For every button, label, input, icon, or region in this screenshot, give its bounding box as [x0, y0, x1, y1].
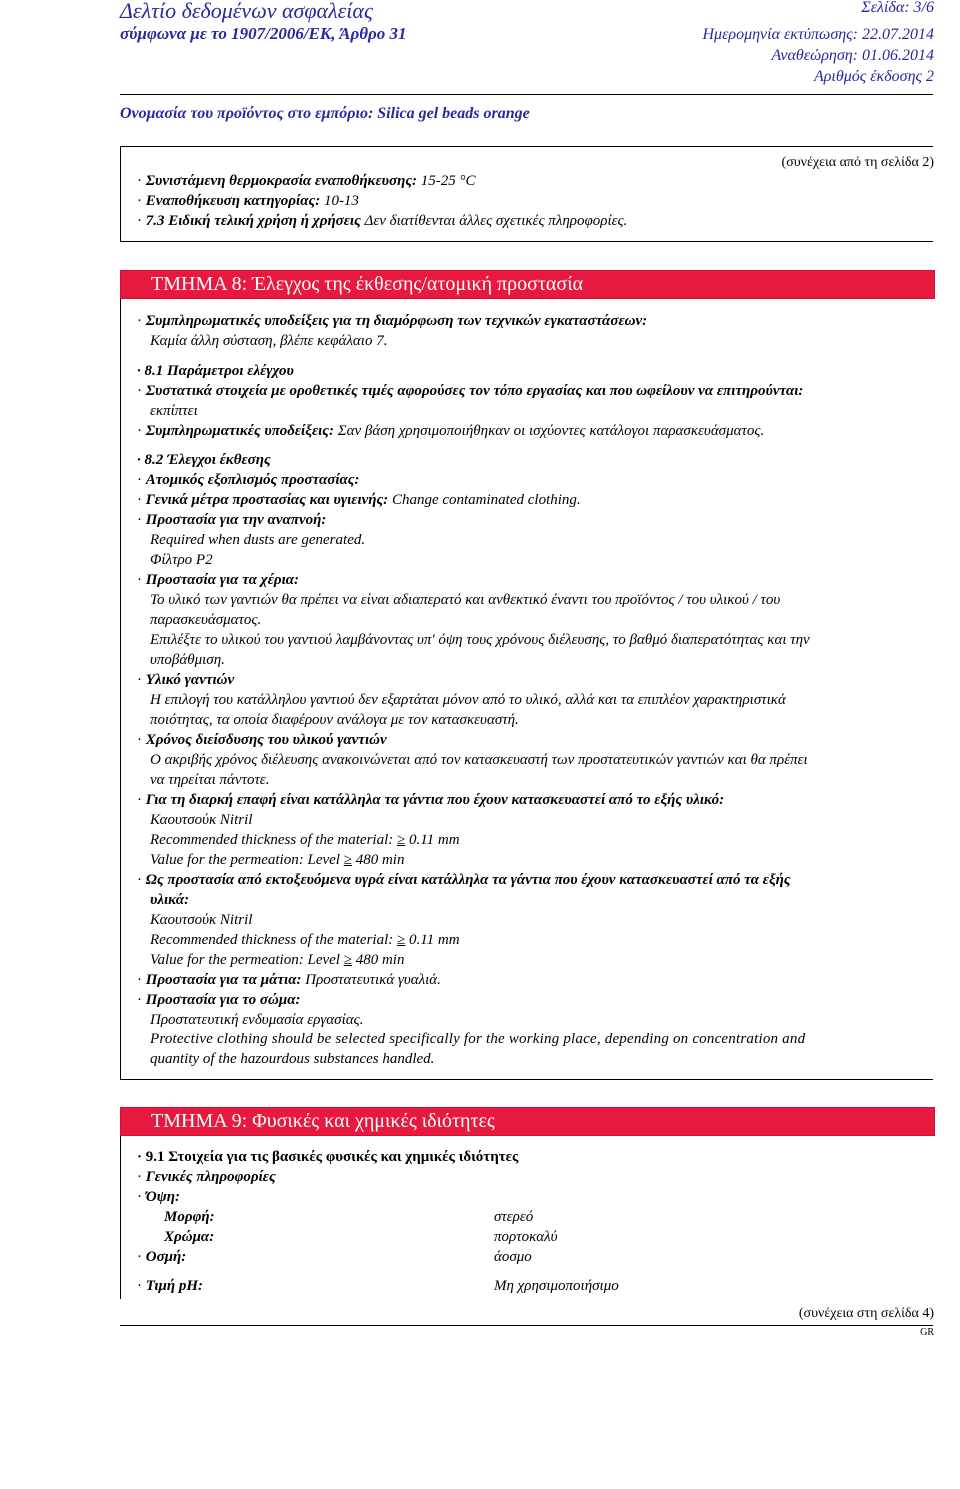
version-number: Αριθμός έκδοσης 2: [813, 68, 934, 85]
color-value: πορτοκαλύ: [494, 1229, 558, 1245]
permeation-value-1: Value for the permeation: Level ≥ 480 min: [150, 852, 405, 868]
glove-material-label: · Υλικό γαντιών: [137, 672, 235, 688]
page-number: Σελίδα: 3/6: [861, 0, 934, 16]
storage-class: · Εναποθήκευση κατηγορίας: 10-13: [137, 193, 359, 209]
footer-rule: [120, 1325, 933, 1326]
color-label: Χρώμα:: [164, 1229, 215, 1245]
penetration-time-text-a: Ο ακριβής χρόνος διέλευσης ανακοινώνεται από τον κατασκευαστή των προστατευτικών γαντιών και θα πρέπει: [150, 752, 808, 768]
ph-label: · Τιμή pH:: [137, 1278, 204, 1294]
specific-end-use: · 7.3 Ειδική τελική χρήση ή χρήσεις Δεν διατίθενται άλλες σχετικές πληροφορίες.: [137, 213, 628, 229]
splash-protection-label-b: υλικά:: [150, 892, 190, 908]
revision-date: Αναθεώρηση: 01.06.2014: [771, 47, 934, 64]
hygiene-measures: · Γενικά μέτρα προστασίας και υγιεινής: Change contaminated clothing.: [137, 492, 581, 508]
document-title: Δελτίο δεδομένων ασφαλείας: [120, 0, 373, 23]
subsection-8-1: · 8.1 Παράμετροι ελέγχου: [137, 363, 294, 379]
hand-protection-text-2b: υποβάθμιση.: [150, 652, 225, 668]
glove-material-nitrile-1: Καουτσούκ Nitril: [150, 812, 253, 828]
print-date: Ημερομηνία εκτύπωσης: 22.07.2014: [702, 26, 934, 43]
header-divider: [120, 94, 933, 95]
product-divider: [120, 146, 933, 147]
eye-protection: · Προστασία για τα μάτια: Προστατευτικά γυαλιά.: [137, 972, 441, 988]
odor-value: άοσμο: [494, 1249, 532, 1265]
ph-value: Μη χρησιμοποιήσιμο: [494, 1278, 619, 1294]
long-term-contact-label: · Για τη διαρκή επαφή είναι κατάλληλα τα γάντια που έχουν κατασκευαστεί από το εξής υλικό:: [137, 792, 725, 808]
hand-protection-text-2a: Επιλέξτε το υλικού του γαντιού λαμβάνοντας υπ' όψη τους χρόνους διέλευσης, το βαθμό διαπερατότητας και την: [150, 632, 810, 648]
continued-to: (συνέχεια στη σελίδα 4): [798, 1306, 934, 1321]
section8-banner: [120, 270, 935, 299]
glove-material-text-a: Η επιλογή του κατάλληλου γαντιού δεν εξαρτάται μόνον από το υλικό, αλλά και τα επιπλέον χαρακτηριστικά: [150, 692, 786, 708]
glove-material-text-b: ποιότητας, τα οποία διαφέρουν ανάλογα με τον κατασκευαστή.: [150, 712, 519, 728]
section9-title: ΤΜΗΜΑ 9: Φυσικές και χημικές ιδιότητες: [151, 1110, 495, 1132]
subsection-9-1: · 9.1 Στοιχεία για τις βασικές φυσικές και χημικές ιδιότητες: [137, 1149, 519, 1165]
subsection-8-2: · 8.2 Έλεγχοι έκθεσης: [137, 452, 271, 468]
section8-left-rule: [120, 299, 121, 1079]
respiratory-protection-value: Required when dusts are generated.: [150, 532, 366, 548]
language-code: GR: [920, 1327, 934, 1338]
respiratory-protection-label: · Προστασία για την αναπνοή:: [137, 512, 327, 528]
technical-design-value: Καμία άλλη σύσταση, βλέπε κεφάλαιο 7.: [150, 333, 388, 349]
section7-bottom-rule: [120, 241, 933, 242]
storage-temperature: · Συνιστάμενη θερμοκρασία εναποθήκευσης: 15-25 °C: [137, 173, 476, 189]
section8-title: ΤΜΗΜΑ 8: Έλεγχος της έκθεσης/ατομική προστασία: [151, 273, 584, 295]
general-information-label: · Γενικές πληροφορίες: [137, 1169, 276, 1185]
respiratory-filter: Φίλτρο P2: [150, 552, 213, 568]
additional-info: · Συμπληρωματικές υποδείξεις: Σαν βάση χρησιμοποιήθηκαν οι ισχύοντες κατάλογοι παρασκευάσματος.: [137, 423, 765, 439]
splash-protection-label: · Ως προστασία από εκτοξευόμενα υγρά είναι κατάλληλα τα γάντια που έχουν κατασκευαστεί από τα εξής: [137, 872, 791, 888]
body-protection-label: · Προστασία για το σώμα:: [137, 992, 301, 1008]
odor-label: · Οσμή:: [137, 1249, 187, 1265]
appearance-label: · Όψη:: [137, 1189, 180, 1205]
section8-bottom-rule: [120, 1079, 933, 1080]
hand-protection-label: · Προστασία για τα χέρια:: [137, 572, 300, 588]
section9-banner: [120, 1107, 935, 1136]
exposure-limits-label: · Συστατικά στοιχεία με οροθετικές τιμές αφορούσες τον τόπο εργασίας και που ωφείλουν να επιτηρούνται:: [137, 383, 804, 399]
technical-design-label: · Συμπληρωματικές υποδείξεις για τη διαμόρφωση των τεχνικών εγκαταστάσεων:: [137, 313, 648, 329]
regulation-reference: σύμφωνα με το 1907/2006/ΕΚ, Άρθρο 31: [120, 24, 407, 43]
body-protection-text-b: quantity of the hazourdous substances handled.: [150, 1051, 435, 1067]
section7-left-rule: [120, 146, 121, 242]
hand-protection-text-1a: Το υλικό των γαντιών θα πρέπει να είναι αδιαπερατό και ανθεκτικό έναντι του προϊόντος / του υλικού / του: [150, 592, 781, 608]
form-value: στερεό: [494, 1209, 534, 1225]
exposure-limits-value: εκπίπτει: [150, 403, 198, 419]
continued-from: (συνέχεια από τη σελίδα 2): [781, 155, 934, 170]
hand-protection-text-1b: παρασκευάσματος.: [150, 612, 262, 628]
product-name: Ονομασία του προϊόντος στο εμπόριο: Silica gel beads orange: [120, 105, 530, 122]
glove-material-nitrile-2: Καουτσούκ Nitril: [150, 912, 253, 928]
penetration-time-label: · Χρόνος διείσδυσης του υλικού γαντιών: [137, 732, 387, 748]
permeation-value-2: Value for the permeation: Level ≥ 480 min: [150, 952, 405, 968]
form-label: Μορφή:: [164, 1209, 215, 1225]
penetration-time-text-b: να τηρείται πάντοτε.: [150, 772, 270, 788]
ppe-label: · Ατομικός εξοπλισμός προστασίας:: [137, 472, 360, 488]
body-protection-value: Προστατευτική ενδυμασία εργασίας.: [150, 1012, 364, 1028]
recommended-thickness-2: Recommended thickness of the material: ≥ 0.11 mm: [150, 932, 460, 948]
body-protection-text-a: Protective clothing should be selected specifically for the working place, depending on concentration and: [150, 1031, 806, 1047]
section9-left-rule: [120, 1136, 121, 1299]
recommended-thickness-1: Recommended thickness of the material: ≥ 0.11 mm: [150, 832, 460, 848]
